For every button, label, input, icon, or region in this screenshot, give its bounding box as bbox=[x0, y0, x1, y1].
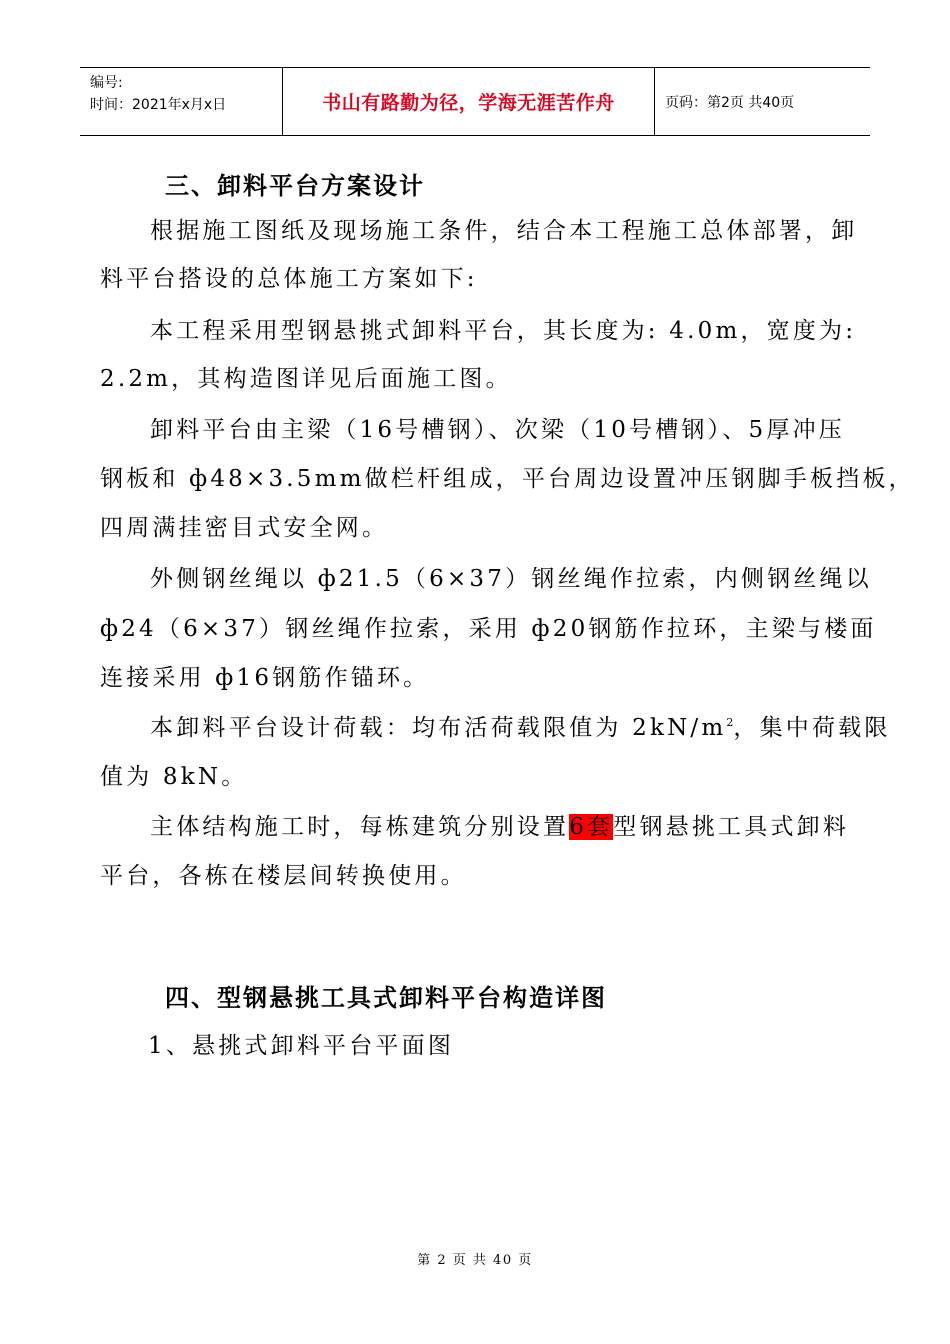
paragraph-line: 连接采用 ф16钢筋作锚环。 bbox=[100, 665, 430, 691]
paragraph-line: 根据施工图纸及现场施工条件，结合本工程施工总体部署，卸 bbox=[150, 218, 858, 244]
paragraph-line-load bbox=[150, 709, 891, 742]
paragraph-line: ф24（6×37）钢丝绳作拉索，采用 ф20钢筋作拉环，主梁与楼面 bbox=[100, 616, 877, 642]
sets-text-b: 型钢悬挑工具式卸料 bbox=[613, 814, 850, 840]
section-3-title: 三、卸料平台方案设计 bbox=[165, 172, 425, 200]
paragraph-line: 外侧钢丝绳以 ф21.5（6×37）钢丝绳作拉索，内侧钢丝绳以 bbox=[150, 566, 872, 592]
paragraph-line: 卸料平台由主梁（16号槽钢）、次梁（10号槽钢）、5厚冲压 bbox=[150, 417, 845, 443]
section-4-title: 四、型钢悬挑工具式卸料平台构造详图 bbox=[165, 984, 607, 1012]
paragraph-line: 钢板和 ф48×3.5mm做栏杆组成，平台周边设置冲压钢脚手板挡板， bbox=[100, 466, 915, 492]
header-page-info: 页码：第2页 共40页 bbox=[665, 94, 795, 111]
header-time-label: 时间：2021年x月x日 bbox=[90, 97, 227, 113]
page-header bbox=[80, 67, 870, 136]
highlighted-count: 6套 bbox=[569, 814, 614, 840]
paragraph-line: 本工程采用型钢悬挑式卸料平台，其长度为: 4.0m，宽度为: bbox=[150, 318, 857, 344]
section-4-item-1: 1、悬挑式卸料平台平面图 bbox=[148, 1033, 455, 1059]
sets-text-a: 主体结构施工时，每栋建筑分别设置 bbox=[150, 814, 570, 840]
page-footer: 第 2 页 共 40 页 bbox=[417, 1253, 533, 1268]
header-number-label: 编号: bbox=[90, 75, 123, 91]
paragraph-line: 料平台搭设的总体施工方案如下: bbox=[100, 266, 478, 292]
paragraph-line: 平台，各栋在楼层间转换使用。 bbox=[100, 863, 467, 889]
paragraph-line-sets bbox=[150, 808, 849, 841]
header-meta bbox=[80, 68, 283, 135]
paragraph-line: 四周满挂密目式安全网。 bbox=[100, 515, 389, 541]
header-motto: 书山有路勤为径，学海无涯苦作舟 bbox=[283, 68, 655, 135]
paragraph-line: 值为 8kN。 bbox=[100, 764, 248, 790]
superscript-2: 2 bbox=[726, 716, 734, 729]
load-text-b: ，集中荷载限 bbox=[733, 715, 891, 741]
paragraph-line: 2.2m，其构造图详见后面施工图。 bbox=[100, 366, 512, 392]
load-text-a: 本卸料平台设计荷载：均布活荷载限值为 2kN/m bbox=[150, 715, 727, 741]
